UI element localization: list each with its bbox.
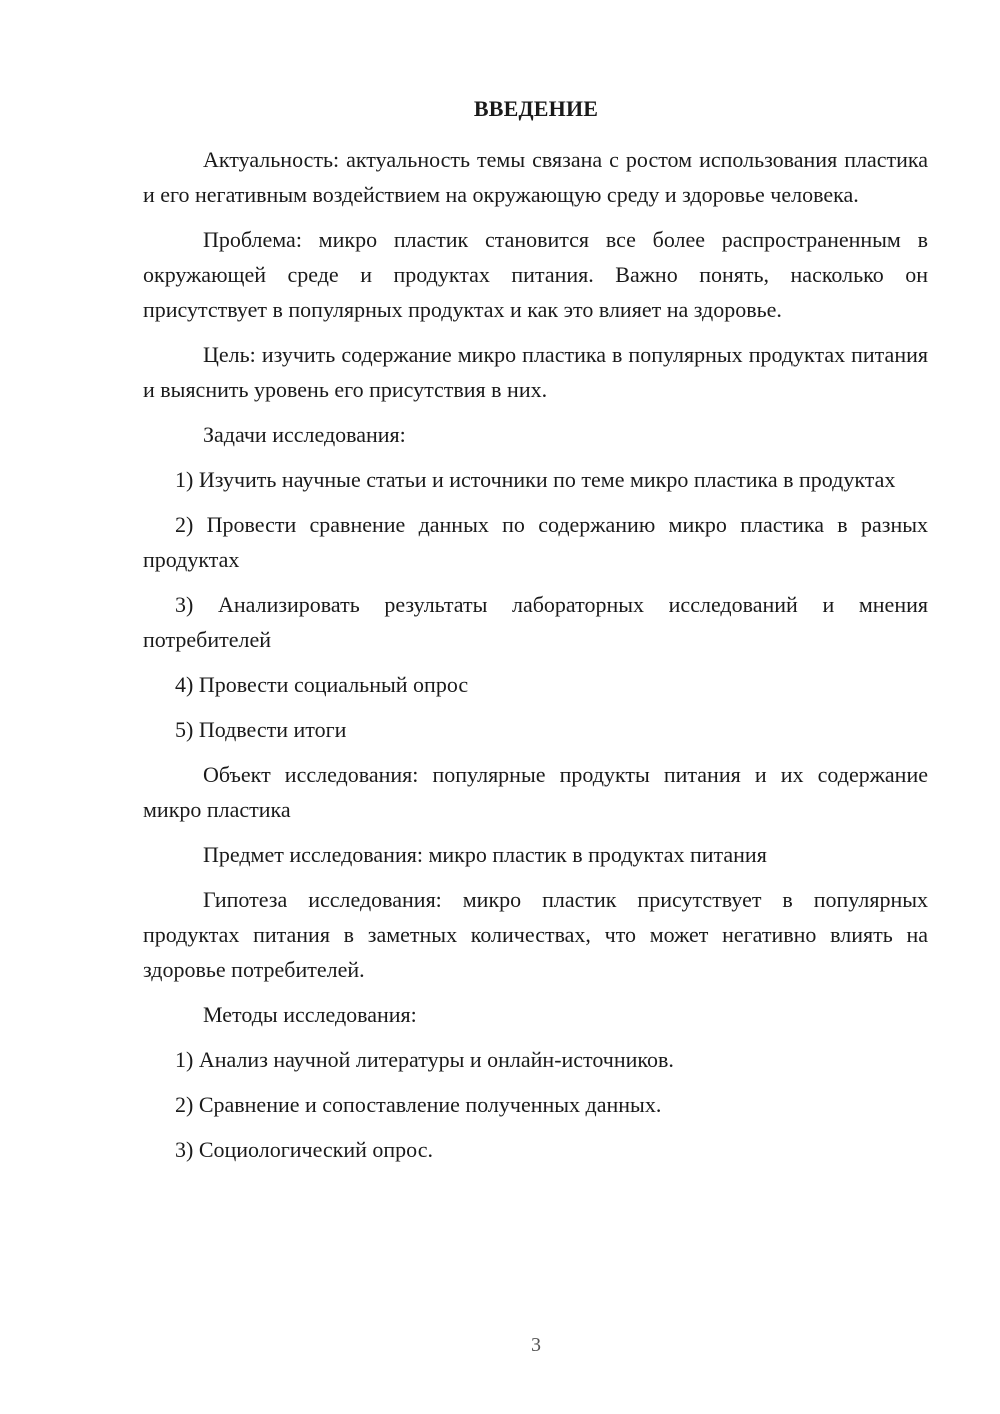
paragraph-hypothesis: Гипотеза исследования: микро пластик присутствует в популярных продуктах питания в заметных количествах, что может негативно влиять на здоровье потребителей. <box>143 887 928 982</box>
page-title: ВВЕДЕНИЕ <box>473 96 599 121</box>
paragraph-subject: Предмет исследования: микро пластик в продуктах питания <box>203 842 767 867</box>
paragraph-relevance: Актуальность: актуальность темы связана с ростом использования пластика и его негативным воздействием на окружающую среду и здоровье человека. <box>143 147 928 207</box>
paragraph-problem: Проблема: микро пластик становится все более распространенным в окружающей среде и продуктах питания. Важно понять, насколько он присутствует в популярных продуктах и как это влияет на здоровье. <box>143 227 928 322</box>
task-item-3: 3) Анализировать результаты лабораторных исследований и мнения потребителей <box>143 592 928 652</box>
paragraph-tasks-heading: Задачи исследования: <box>203 422 406 447</box>
method-item-1: 1) Анализ научной литературы и онлайн-источников. <box>175 1047 674 1072</box>
task-item-1: 1) Изучить научные статьи и источники по теме микро пластика в продуктах <box>175 467 896 492</box>
method-item-3: 3) Социологический опрос. <box>175 1137 433 1162</box>
paragraph-goal: Цель: изучить содержание микро пластика в популярных продуктах питания и выяснить уровень его присутствия в них. <box>143 342 928 402</box>
page-number: 3 <box>531 1334 541 1356</box>
paragraph-object: Объект исследования: популярные продукты питания и их содержание микро пластика <box>143 762 928 822</box>
task-item-5: 5) Подвести итоги <box>175 717 347 742</box>
paragraph-methods-heading: Методы исследования: <box>203 1002 417 1027</box>
method-item-2: 2) Сравнение и сопоставление полученных данных. <box>175 1092 662 1117</box>
task-item-4: 4) Провести социальный опрос <box>175 672 469 697</box>
task-item-2: 2) Провести сравнение данных по содержанию микро пластика в разных продуктах <box>143 512 928 572</box>
document-body <box>143 142 928 1167</box>
